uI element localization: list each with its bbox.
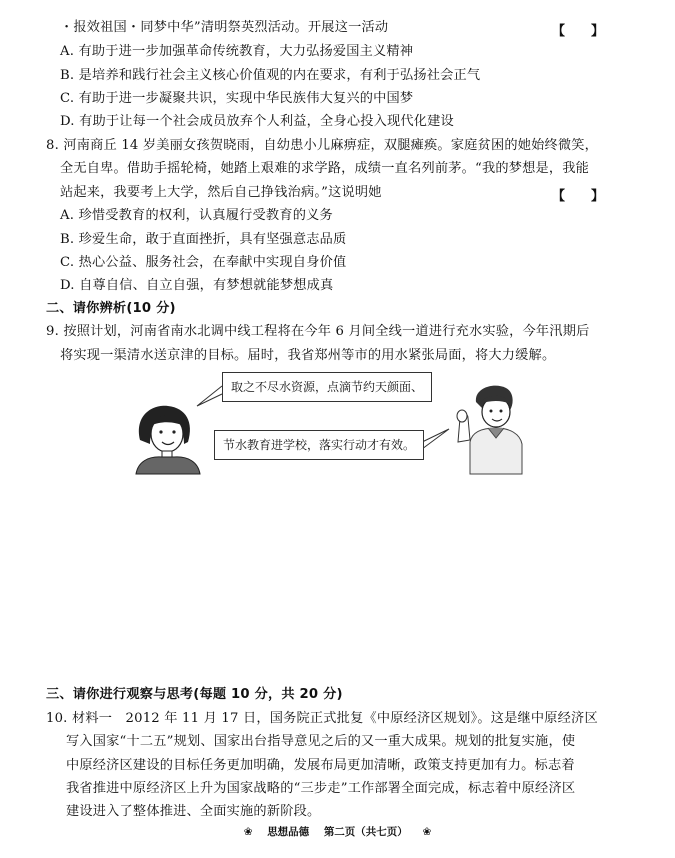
girl-figure-icon — [128, 402, 208, 474]
q7-option-b: B. 是培养和践行社会主义核心价值观的内在要求，有利于弘扬社会正气 — [60, 68, 481, 83]
q7-option-a: A. 有助于进一步加强革命传统教育，大力弘扬爱国主义精神 — [60, 44, 414, 59]
q8-option-b: B. 珍爱生命，敢于直面挫折，具有坚强意志品质 — [60, 232, 347, 247]
q7-stem-end: ・报效祖国・同梦中华”清明祭英烈活动。开展这一活动 — [60, 20, 389, 35]
q8-option-d: D. 自尊自信、自立自强，有梦想就能梦想成真 — [60, 278, 334, 293]
section-2-title: 二、请你辨析(10 分) — [46, 301, 176, 316]
q8-stem-line-2: 全无自卑。借助手摇轮椅，她踏上艰难的求学路，成绩一直名列前茅。“我的梦想是，我能 — [60, 161, 590, 176]
footer-page-number: 第二页（共七页） — [323, 826, 408, 838]
q9-stem-line-1: 9. 按照计划，河南省南水北调中线工程将在今年 6 月间全线一道进行充水实验，今年汛期后 — [46, 324, 590, 339]
q8-option-c: C. 热心公益、服务社会，在奉献中实现自身价值 — [60, 255, 347, 270]
speech-bubble-girl: 取之不尽水资源，点滴节约天颜面、 — [222, 372, 432, 402]
footer-subject: 思想品德 — [267, 826, 310, 838]
q10-line-4: 我省推进中原经济区上升为国家战略的“三步走”工作部署全面完成，标志着中原经济区 — [66, 781, 576, 796]
q7-option-d: D. 有助于让每一个社会成员放弃个人利益，全身心投入现代化建设 — [60, 114, 454, 129]
footer-ornament-left-icon: ❀ — [243, 826, 253, 838]
q7-option-c: C. 有助于进一步凝聚共识，实现中华民族伟大复兴的中国梦 — [60, 91, 414, 106]
q10-line-1: 10. 材料一 2012 年 11 月 17 日，国务院正式批复《中原经济区规划》。这是继中原经济区 — [46, 711, 598, 726]
q9-stem-line-2: 将实现一渠清水送京津的目标。届时，我省郑州等市的用水紧张局面，将大力缓解。 — [60, 348, 556, 363]
boy-figure-icon — [448, 382, 528, 474]
q7-answer-bracket: 【 】 — [552, 24, 605, 39]
q8-stem-line-3: 站起来，我要考上大学，然后自己挣钱治病。”这说明她 — [60, 185, 382, 200]
footer-ornament-right-icon: ❀ — [422, 826, 432, 838]
q8-option-a: A. 珍惜受教育的权利，认真履行受教育的义务 — [60, 208, 333, 223]
speech-bubble-boy: 节水教育进学校，落实行动才有效。 — [214, 430, 424, 460]
q10-line-5: 建设进入了整体推进、全面实施的新阶段。 — [66, 804, 321, 819]
q10-line-2: 写入国家“十二五”规划、国家出台指导意见之后的又一重大成果。规划的批复实施，使 — [66, 734, 576, 749]
q8-stem-line-1: 8. 河南商丘 14 岁美丽女孩贺晓雨，自幼患小儿麻痹症，双腿瘫痪。家庭贫困的她始终微笑， — [46, 138, 599, 153]
page-footer — [0, 824, 675, 839]
q8-answer-bracket: 【 】 — [552, 189, 605, 204]
section-3-title: 三、请你进行观察与思考(每题 10 分，共 20 分) — [46, 687, 343, 702]
q10-line-3: 中原经济区建设的目标任务更加明确，发展布局更加清晰，政策支持更加有力。标志着 — [66, 758, 575, 773]
